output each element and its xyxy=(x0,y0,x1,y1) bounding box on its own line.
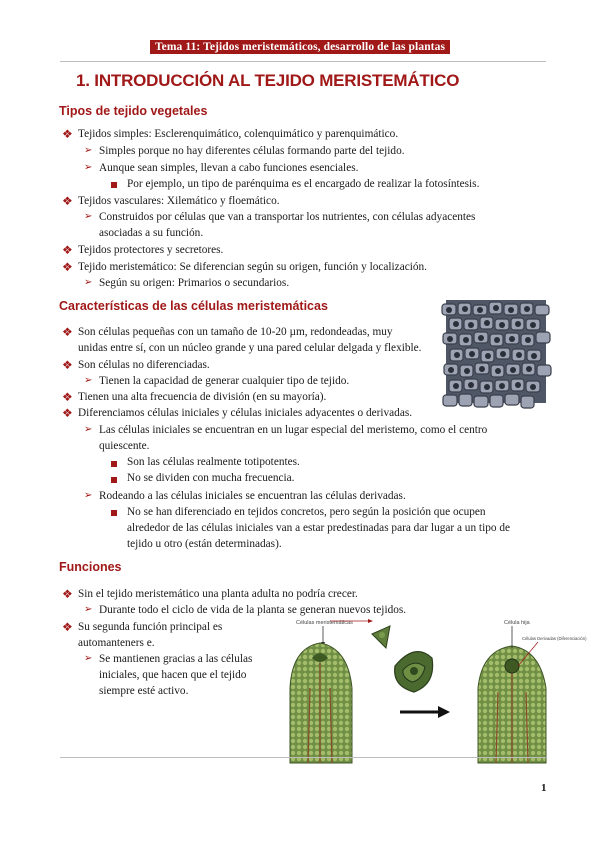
arrow-bullet-icon: ➢ xyxy=(84,145,93,156)
square-bullet-icon xyxy=(111,461,117,467)
list-item: Tejidos vasculares: Xilemático y floemático. xyxy=(78,195,280,207)
list-item: Por ejemplo, un tipo de parénquima es el encargado de realizar la fotosíntesis. xyxy=(127,178,480,190)
diamond-bullet-icon: ❖ xyxy=(62,127,73,141)
diamond-bullet-icon: ❖ xyxy=(62,243,73,257)
section-heading-caracteristicas: Características de las células meristemáticas xyxy=(59,299,328,313)
list-item: Se mantienen gracias a las células xyxy=(99,653,253,665)
arrow-bullet-icon: ➢ xyxy=(84,162,93,173)
section-heading-funciones: Funciones xyxy=(59,560,122,574)
diamond-bullet-icon: ❖ xyxy=(62,406,73,420)
list-item: Simples porque no hay diferentes células formando parte del tejido. xyxy=(99,145,405,157)
square-bullet-icon xyxy=(111,510,117,516)
list-item: automanteners e. xyxy=(78,637,155,649)
arrow-bullet-icon: ➢ xyxy=(84,277,93,288)
header-title: Tema 11: Tejidos meristemáticos, desarrollo de las plantas xyxy=(150,40,450,54)
list-item: unidas entre sí, con un núcleo grande y una pared celular delgada y flexible. xyxy=(78,342,422,354)
page-number: 1 xyxy=(541,782,547,794)
diamond-bullet-icon: ❖ xyxy=(62,620,73,634)
list-item: Tienen la capacidad de generar cualquier tipo de tejido. xyxy=(99,375,350,387)
list-item: asociadas a su función. xyxy=(99,227,204,239)
list-item: Rodeando a las células iniciales se encuentran las células derivadas. xyxy=(99,490,406,502)
list-item: Su segunda función principal es xyxy=(78,621,223,633)
list-item: Tejido meristemático: Se diferencian según su origen, función y localización. xyxy=(78,261,427,273)
root-tip-diagram xyxy=(290,618,587,763)
figure-label-left: Células meristemáticas xyxy=(296,620,353,626)
list-item: Según su origen: Primarios o secundarios. xyxy=(99,277,290,289)
page-title: 1. INTRODUCCIÓN AL TEJIDO MERISTEMÁTICO xyxy=(76,71,460,90)
list-item: Las células iniciales se encuentran en un lugar especial del meristemo, como el centro xyxy=(99,424,488,436)
list-item: Tejidos protectores y secretores. xyxy=(78,244,224,256)
arrow-bullet-icon: ➢ xyxy=(84,604,93,615)
list-item: Construidos por células que van a transportar los nutrientes, con células adyacentes xyxy=(99,211,476,223)
list-item: iniciales, que hacen que el tejido xyxy=(99,669,247,681)
list-item: alrededor de las células iniciales van a estar predestinadas para dar lugar a un tipo de xyxy=(127,522,510,534)
figure-label-right: Célula hija xyxy=(504,620,530,626)
footer-rule xyxy=(60,757,546,758)
arrow-bullet-icon: ➢ xyxy=(84,653,93,664)
list-item: Durante todo el ciclo de vida de la planta se generan nuevos tejidos. xyxy=(99,604,407,616)
meristem-micrograph xyxy=(446,300,546,403)
diamond-bullet-icon: ❖ xyxy=(62,260,73,274)
list-item: Tejidos simples: Esclerenquimático, colenquimático y parenquimático. xyxy=(78,128,399,140)
list-item: Aunque sean simples, llevan a cabo funciones esenciales. xyxy=(99,162,359,174)
list-item: Son las células realmente totipotentes. xyxy=(127,456,300,468)
section-heading-tipos: Tipos de tejido vegetales xyxy=(59,104,208,118)
list-item: No se dividen con mucha frecuencia. xyxy=(127,472,295,484)
arrow-bullet-icon: ➢ xyxy=(84,424,93,435)
square-bullet-icon xyxy=(111,477,117,483)
diamond-bullet-icon: ❖ xyxy=(62,194,73,208)
header-rule xyxy=(60,61,546,62)
list-item: tejido u otro (están determinadas). xyxy=(127,538,282,550)
arrow-bullet-icon: ➢ xyxy=(84,211,93,222)
diamond-bullet-icon: ❖ xyxy=(62,325,73,339)
list-item: Sin el tejido meristemático una planta adulta no podría crecer. xyxy=(78,588,358,600)
list-item: Son células pequeñas con un tamaño de 10-20 µm, redondeadas, muy xyxy=(78,326,393,338)
arrow-bullet-icon: ➢ xyxy=(84,375,93,386)
diamond-bullet-icon: ❖ xyxy=(62,358,73,372)
square-bullet-icon xyxy=(111,182,117,188)
list-item: siempre esté activo. xyxy=(99,685,189,697)
list-item: Diferenciamos células iniciales y células iniciales adyacentes o derivadas. xyxy=(78,407,413,419)
diamond-bullet-icon: ❖ xyxy=(62,390,73,404)
list-item: quiescente. xyxy=(99,440,150,452)
figure-label-side: Células Derivadas (Diferenciación) xyxy=(522,636,587,641)
list-item: Tienen una alta frecuencia de división (en su mayoría). xyxy=(78,391,327,403)
list-item: Son células no diferenciadas. xyxy=(78,359,210,371)
arrow-bullet-icon: ➢ xyxy=(84,490,93,501)
diamond-bullet-icon: ❖ xyxy=(62,587,73,601)
list-item: No se han diferenciado en tejidos concretos, pero según la posición que ocupen xyxy=(127,506,486,518)
